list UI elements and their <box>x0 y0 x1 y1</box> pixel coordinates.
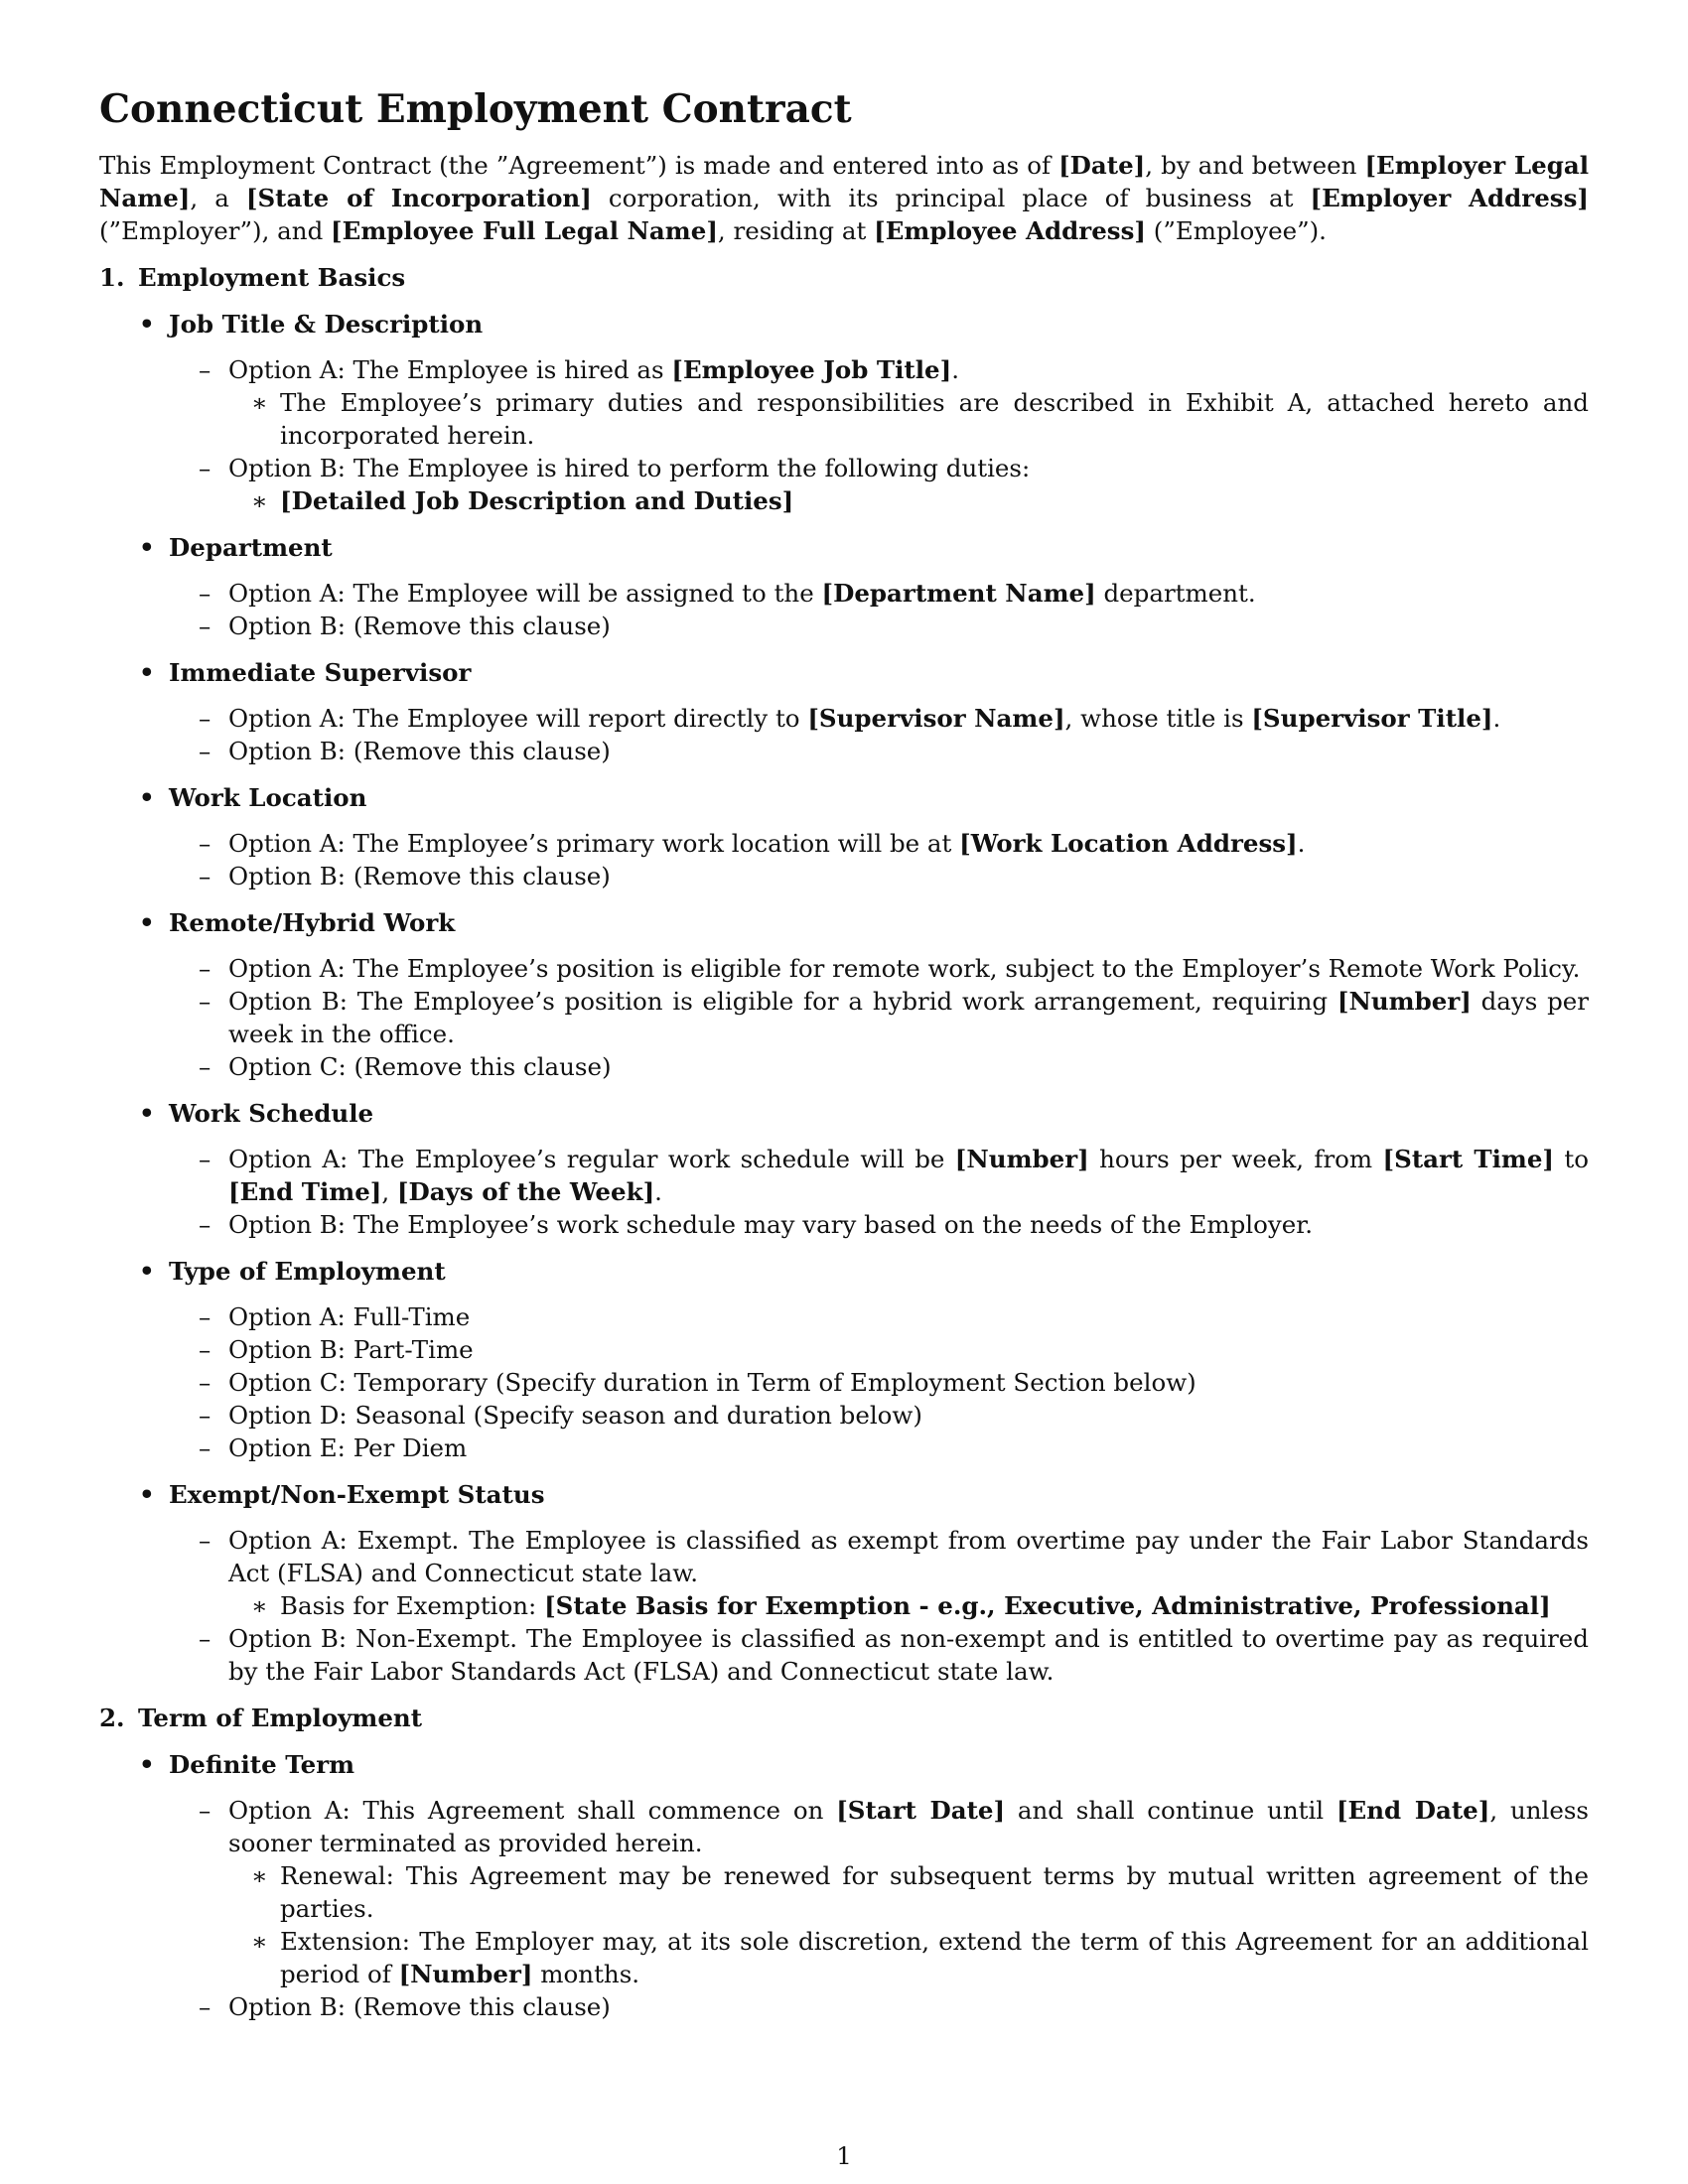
field-end-date: [End Date] <box>1336 1796 1490 1825</box>
intro-text: corporation, with its principal place of business at <box>591 184 1311 212</box>
clause-heading <box>99 308 1589 341</box>
clause-heading-text: Work Location <box>169 783 367 812</box>
dash-icon: – <box>199 1433 211 1462</box>
dash-icon: – <box>199 579 211 608</box>
option-text: . <box>951 355 960 384</box>
field-state-of-incorporation: [State of Incorporation] <box>245 184 592 212</box>
intro-text: This Employment Contract (the ”Agreement”) is made and entered into as of <box>99 151 1059 180</box>
option-text: Option B: (Remove this clause) <box>228 612 611 640</box>
option-text: Option A: Exempt. The Employee is classified as exempt from overtime pay under the Fair Labor Standards Act (FLSA) and Connecticut state law. <box>228 1526 1589 1587</box>
page-title: Connecticut Employment Contract <box>99 86 852 132</box>
dash-icon: – <box>199 1796 211 1825</box>
field-days-of-week: [Days of the Week] <box>396 1177 655 1206</box>
field-start-time: [Start Time] <box>1382 1145 1555 1173</box>
clause-exempt-status <box>99 1478 1589 1688</box>
intro-text: (”Employer”), and <box>99 216 332 245</box>
option-line <box>99 985 1589 1050</box>
dash-icon: – <box>199 954 211 983</box>
option-line <box>99 735 1589 767</box>
dash-icon: – <box>199 704 211 733</box>
intro-text: , a <box>190 184 246 212</box>
dash-icon: – <box>199 454 211 482</box>
option-text: Option A: This Agreement shall commence on <box>228 1796 837 1825</box>
option-text: , whose title is <box>1064 704 1252 733</box>
field-department-name: [Department Name] <box>821 579 1096 608</box>
intro-text: (”Employee”). <box>1145 216 1327 245</box>
clause-heading <box>99 1478 1589 1511</box>
section-heading-term-of-employment <box>99 1702 1589 1734</box>
dash-icon: – <box>199 1210 211 1239</box>
field-employee-name: [Employee Full Legal Name] <box>331 216 718 245</box>
field-job-description: [Detailed Job Description and Duties] <box>280 486 794 515</box>
dash-icon: – <box>199 355 211 384</box>
bullet-icon: • <box>139 908 155 937</box>
option-text: department. <box>1095 579 1256 608</box>
sub-option-line <box>99 386 1589 452</box>
clause-work-location <box>99 781 1589 892</box>
option-line <box>99 1622 1589 1688</box>
option-text: Option B: (Remove this clause) <box>228 1992 611 2021</box>
sub-option-line <box>99 484 1589 517</box>
clause-heading-text: Work Schedule <box>169 1099 374 1128</box>
dash-icon: – <box>199 1335 211 1364</box>
option-text: Option C: (Remove this clause) <box>228 1052 612 1081</box>
option-line <box>99 1143 1589 1208</box>
dash-icon: – <box>199 1145 211 1173</box>
field-end-time: [End Time] <box>228 1177 382 1206</box>
asterisk-icon: ∗ <box>251 486 268 515</box>
option-line <box>99 353 1589 386</box>
field-date: [Date] <box>1058 151 1146 180</box>
clause-heading <box>99 906 1589 939</box>
field-exemption-basis: [State Basis for Exemption - e.g., Executive, Administrative, Professional] <box>544 1591 1551 1620</box>
document-page <box>99 85 1589 2037</box>
option-line <box>99 452 1589 484</box>
option-text: , <box>381 1177 397 1206</box>
sub-option-text: Basis for Exemption: <box>280 1591 545 1620</box>
option-text: Option C: Temporary (Specify duration in Term of Employment Section below) <box>228 1368 1196 1397</box>
option-text: Option D: Seasonal (Specify season and duration below) <box>228 1401 922 1430</box>
option-text: and shall continue until <box>1005 1796 1336 1825</box>
option-text: Option E: Per Diem <box>228 1433 468 1462</box>
section-number: 2. <box>99 1704 125 1732</box>
option-text: hours per week, from <box>1088 1145 1383 1173</box>
option-text: Option A: The Employee will report directly to <box>228 704 808 733</box>
option-text: Option A: The Employee is hired as <box>228 355 672 384</box>
dash-icon: – <box>199 1401 211 1430</box>
section-number: 1. <box>99 263 125 292</box>
option-text: , unless sooner terminated as provided herein. <box>228 1796 1590 1857</box>
field-employer-name: [Employer Legal Name] <box>99 151 1590 212</box>
clause-heading <box>99 531 1589 564</box>
field-number: [Number] <box>954 1145 1089 1173</box>
option-text: Option A: The Employee will be assigned to the <box>228 579 822 608</box>
bullet-icon: • <box>139 783 155 812</box>
option-line <box>99 702 1589 735</box>
bullet-icon: • <box>139 533 155 562</box>
clause-heading-text: Remote/Hybrid Work <box>169 908 456 937</box>
clause-heading-text: Exempt/Non-Exempt Status <box>169 1480 545 1509</box>
dash-icon: – <box>199 1302 211 1331</box>
bullet-icon: • <box>139 1257 155 1286</box>
dash-icon: – <box>199 829 211 858</box>
option-line <box>99 610 1589 642</box>
field-supervisor-name: [Supervisor Name] <box>807 704 1065 733</box>
clause-definite-term <box>99 1748 1589 2023</box>
section-heading-employment-basics <box>99 261 1589 294</box>
section-title: Employment Basics <box>138 263 406 292</box>
clause-heading <box>99 656 1589 689</box>
asterisk-icon: ∗ <box>251 388 268 417</box>
dash-icon: – <box>199 737 211 765</box>
option-line <box>99 1208 1589 1241</box>
asterisk-icon: ∗ <box>251 1927 268 1956</box>
dash-icon: – <box>199 987 211 1016</box>
option-line <box>99 1366 1589 1399</box>
clause-heading <box>99 1255 1589 1288</box>
clause-supervisor <box>99 656 1589 767</box>
dash-icon: – <box>199 1368 211 1397</box>
option-line <box>99 1990 1589 2023</box>
dash-icon: – <box>199 1526 211 1555</box>
field-job-title: [Employee Job Title] <box>671 355 952 384</box>
sub-option-line <box>99 1925 1589 1990</box>
option-text: Option B: (Remove this clause) <box>228 737 611 765</box>
clause-heading-text: Immediate Supervisor <box>169 658 472 687</box>
option-text: Option B: The Employee is hired to perform the following duties: <box>228 454 1031 482</box>
sub-option-text: Renewal: This Agreement may be renewed for subsequent terms by mutual written agreement of the parties. <box>280 1861 1589 1923</box>
field-employee-address: [Employee Address] <box>874 216 1146 245</box>
option-text: Option A: The Employee’s position is eligible for remote work, subject to the Employer’s Remote Work Policy. <box>228 954 1581 983</box>
bullet-icon: • <box>139 1750 155 1779</box>
intro-text: , by and between <box>1145 151 1365 180</box>
field-supervisor-title: [Supervisor Title] <box>1251 704 1493 733</box>
field-number: [Number] <box>1336 987 1472 1016</box>
dash-icon: – <box>199 1052 211 1081</box>
field-number: [Number] <box>398 1960 533 1988</box>
dash-icon: – <box>199 862 211 890</box>
field-work-location: [Work Location Address] <box>959 829 1298 858</box>
option-line <box>99 860 1589 892</box>
option-text: Option B: Non-Exempt. The Employee is classified as non-exempt and is entitled to overtime pay as required by the Fair Labor Standards Act (FLSA) and Connecticut state law. <box>228 1624 1589 1686</box>
sub-option-line <box>99 1859 1589 1925</box>
option-line <box>99 1399 1589 1432</box>
option-text: . <box>1297 829 1306 858</box>
option-line <box>99 1300 1589 1333</box>
sub-option-line <box>99 1589 1589 1622</box>
bullet-icon: • <box>139 1099 155 1128</box>
clause-heading <box>99 1748 1589 1781</box>
option-text: Option B: The Employee’s work schedule may vary based on the needs of the Employer. <box>228 1210 1314 1239</box>
clause-heading-text: Job Title & Description <box>169 310 484 339</box>
clause-heading-text: Department <box>169 533 333 562</box>
option-text: to <box>1554 1145 1590 1173</box>
sub-option-text: The Employee’s primary duties and responsibilities are described in Exhibit A, attached hereto and incorporated herein. <box>280 388 1589 450</box>
clause-remote-hybrid <box>99 906 1589 1083</box>
option-text: . <box>654 1177 662 1206</box>
option-line <box>99 577 1589 610</box>
bullet-icon: • <box>139 1480 155 1509</box>
dash-icon: – <box>199 612 211 640</box>
intro-text: , residing at <box>717 216 875 245</box>
option-text: Option A: Full-Time <box>228 1302 471 1331</box>
clause-heading-text: Type of Employment <box>169 1257 446 1286</box>
option-text: days per week in the office. <box>228 987 1589 1048</box>
option-text: Option B: (Remove this clause) <box>228 862 611 890</box>
dash-icon: – <box>199 1624 211 1653</box>
sub-option-text: Extension: The Employer may, at its sole discretion, extend the term of this Agreement for an additional period of <box>280 1927 1589 1988</box>
section-title: Term of Employment <box>138 1704 423 1732</box>
intro-paragraph <box>99 149 1589 247</box>
option-line <box>99 1333 1589 1366</box>
option-line <box>99 1050 1589 1083</box>
option-line <box>99 1432 1589 1464</box>
dash-icon: – <box>199 1992 211 2021</box>
clause-department <box>99 531 1589 642</box>
page-number: 1 <box>836 2141 852 2170</box>
field-start-date: [Start Date] <box>836 1796 1006 1825</box>
option-line <box>99 1524 1589 1589</box>
clause-heading-text: Definite Term <box>169 1750 355 1779</box>
option-line <box>99 1794 1589 1859</box>
asterisk-icon: ∗ <box>251 1861 268 1890</box>
option-text: Option B: Part-Time <box>228 1335 474 1364</box>
clause-work-schedule <box>99 1097 1589 1241</box>
option-text: Option B: The Employee’s position is eligible for a hybrid work arrangement, requiring <box>228 987 1337 1016</box>
clause-type-of-employment <box>99 1255 1589 1464</box>
option-line <box>99 827 1589 860</box>
clause-job-title <box>99 308 1589 517</box>
field-employer-address: [Employer Address] <box>1310 184 1589 212</box>
option-text: Option A: The Employee’s primary work location will be at <box>228 829 960 858</box>
bullet-icon: • <box>139 310 155 339</box>
option-line <box>99 952 1589 985</box>
asterisk-icon: ∗ <box>251 1591 268 1620</box>
option-text: . <box>1492 704 1501 733</box>
sub-option-text: months. <box>532 1960 640 1988</box>
clause-heading <box>99 781 1589 814</box>
bullet-icon: • <box>139 658 155 687</box>
option-text: Option A: The Employee’s regular work schedule will be <box>228 1145 955 1173</box>
clause-heading <box>99 1097 1589 1130</box>
